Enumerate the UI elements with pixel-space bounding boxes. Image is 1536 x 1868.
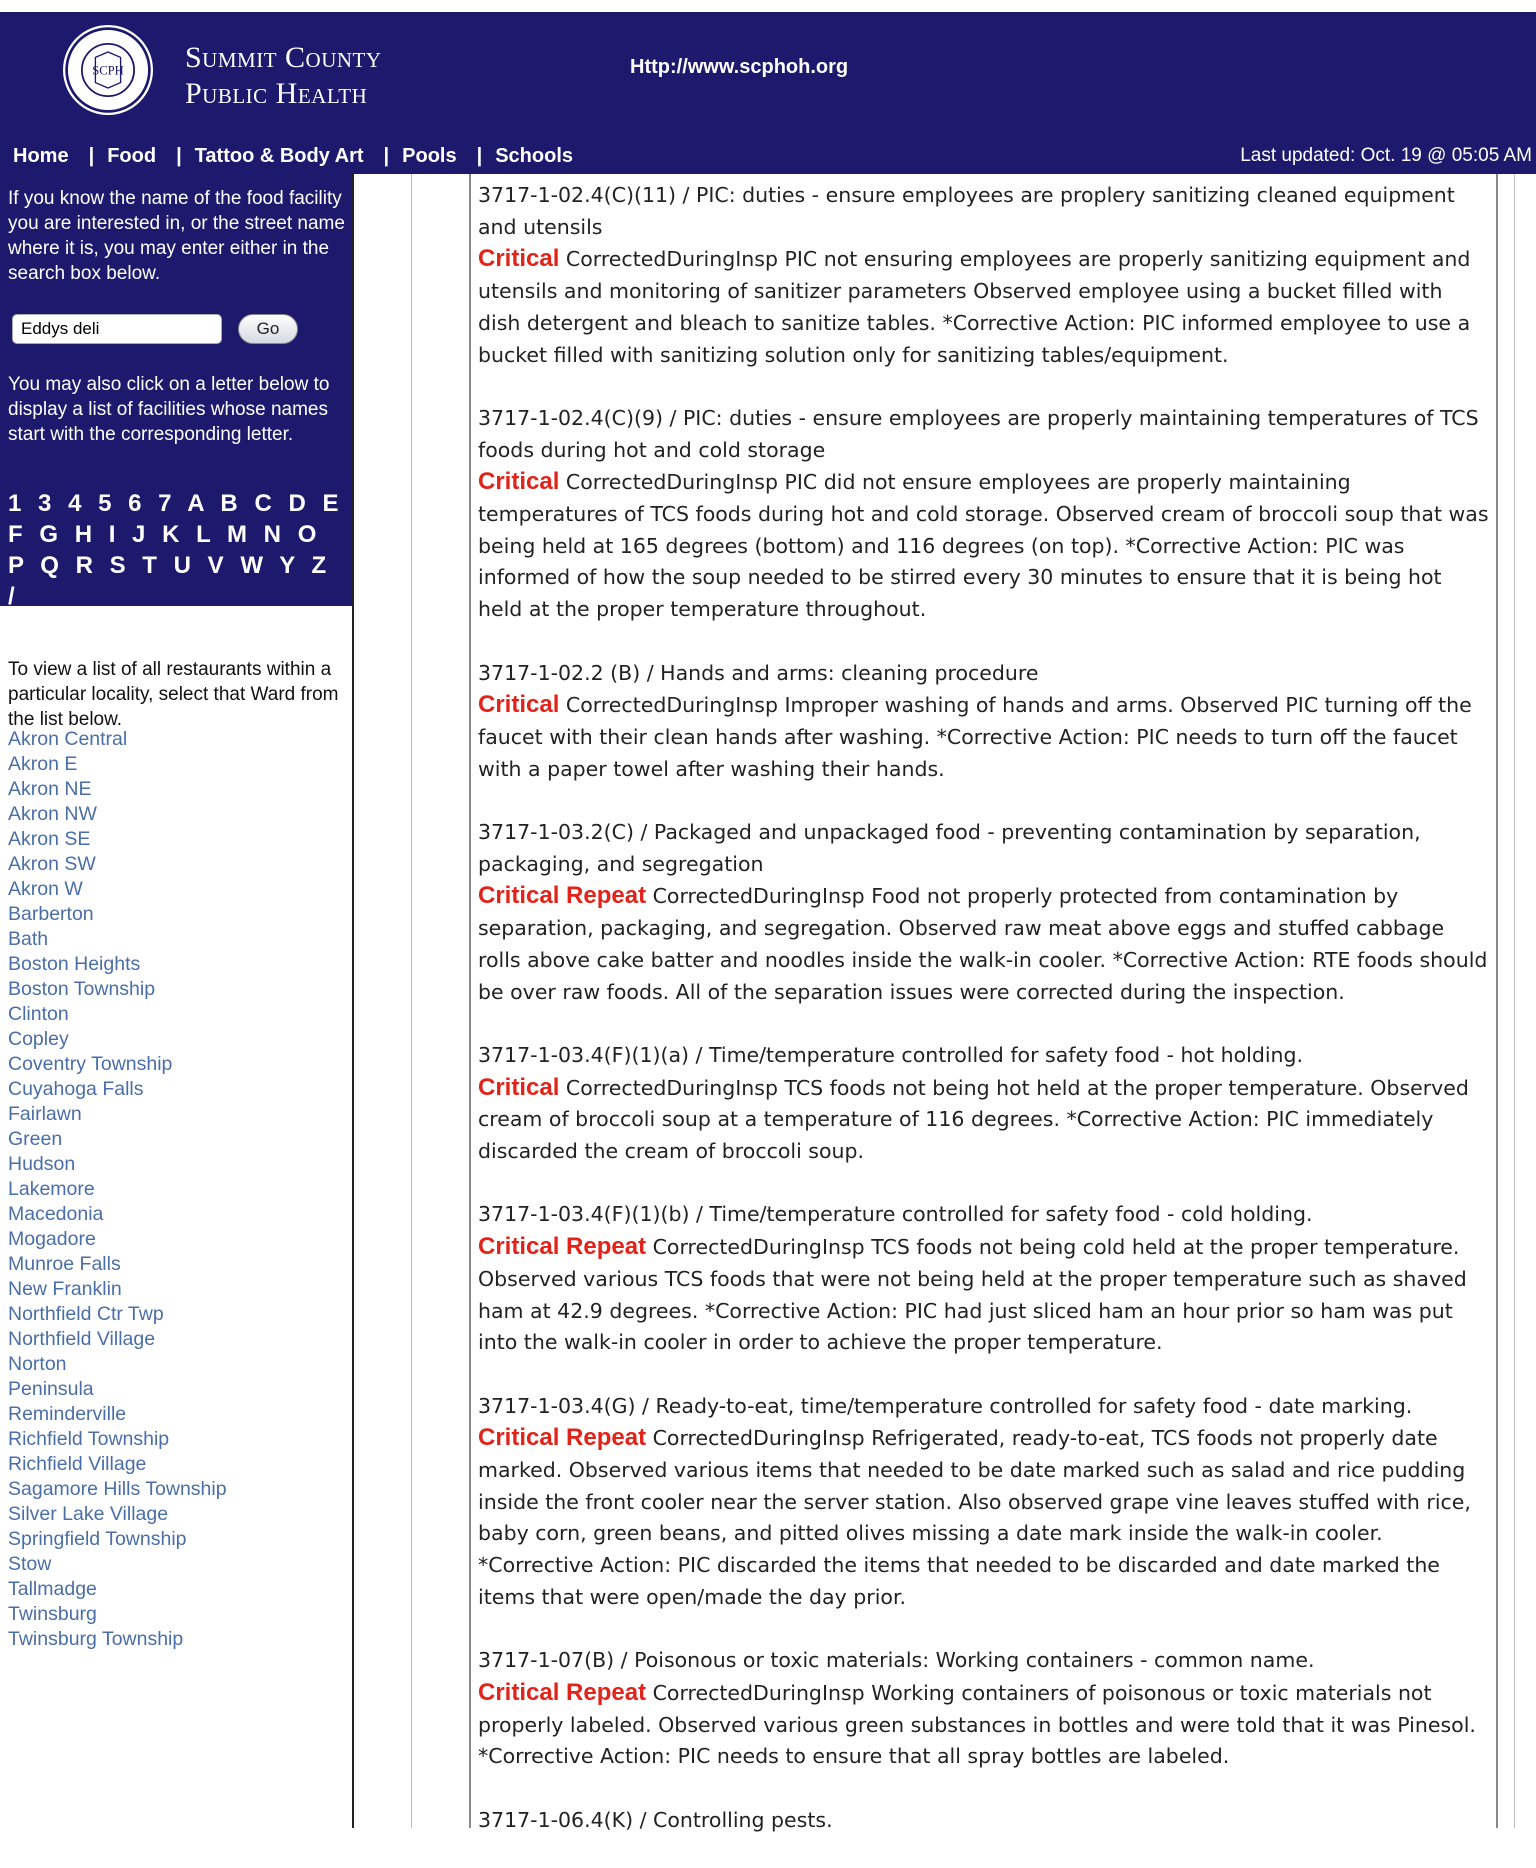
- violation-item: [478, 403, 1490, 626]
- ward-link[interactable]: Clinton: [8, 1003, 69, 1025]
- ward-link[interactable]: Macedonia: [8, 1203, 104, 1225]
- seal-icon: [63, 25, 153, 115]
- org-name-line2: Public Health: [185, 77, 368, 110]
- severity-badge: Critical: [478, 1073, 560, 1101]
- ward-link[interactable]: Northfield Ctr Twp: [8, 1303, 164, 1325]
- nav-home[interactable]: Home: [13, 144, 69, 167]
- violation-item: [478, 1805, 1490, 1837]
- letter-link[interactable]: 1: [8, 490, 27, 517]
- nav-tattoo-body-art[interactable]: Tattoo & Body Art: [194, 144, 364, 167]
- content-border-outer-right: [1514, 174, 1515, 1828]
- letter-link[interactable]: 5: [98, 490, 117, 517]
- ward-link[interactable]: Akron Central: [8, 728, 128, 750]
- letter-link[interactable]: 7: [158, 490, 177, 517]
- ward-link[interactable]: Stow: [8, 1553, 52, 1575]
- letter-link[interactable]: F: [8, 521, 28, 548]
- violation-code: 3717-1-07(B) / Poisonous or toxic materials: Working containers - common name.: [478, 1648, 1315, 1673]
- letter-link[interactable]: U: [173, 552, 196, 579]
- ward-link[interactable]: Boston Heights: [8, 953, 141, 975]
- violation-detail: [478, 466, 1490, 626]
- org-name-line1: Summit County: [185, 41, 382, 74]
- ward-link[interactable]: Tallmadge: [8, 1578, 97, 1600]
- letter-link[interactable]: K: [162, 521, 185, 548]
- letter-link[interactable]: I: [108, 521, 121, 548]
- search-intro: If you know the name of the food facility you are interested in, or the street name where it is, you may enter either in the search box below.: [8, 188, 345, 284]
- ward-link[interactable]: Northfield Village: [8, 1328, 156, 1350]
- severity-badge: Critical Repeat: [478, 1678, 647, 1706]
- nav-separator: |: [176, 144, 182, 167]
- violation-item: [478, 180, 1490, 371]
- last-updated: Last updated: Oct. 19 @ 05:05 AM: [1240, 145, 1532, 166]
- violation-text: CorrectedDuringInsp TCS foods not being cold held at the proper temperature. Observed various TCS foods that were not being held at the proper temperature such as shaved ham at 42.9 degrees. *Corrective Action: PIC had just sliced ham an hour prior so ham was put into the walk-in cooler in order to achieve the proper temperature.: [478, 1235, 1467, 1355]
- letter-link[interactable]: V: [207, 552, 229, 579]
- nav-separator: |: [476, 144, 483, 167]
- letter-link[interactable]: O: [297, 521, 322, 548]
- ward-link[interactable]: Twinsburg Township: [8, 1628, 184, 1650]
- top-strip: [0, 0, 1536, 12]
- ward-link[interactable]: Akron NW: [8, 803, 97, 825]
- ward-link[interactable]: Barberton: [8, 903, 94, 925]
- letter-intro: You may also click on a letter below to display a list of facilities whose names start with the corresponding letter.: [8, 374, 330, 445]
- ward-link[interactable]: Twinsburg: [8, 1603, 97, 1625]
- ward-intro: To view a list of all restaurants within a particular locality, select that Ward from the list below.: [8, 659, 339, 730]
- letter-link[interactable]: B: [220, 490, 243, 517]
- violation-item: [478, 658, 1490, 786]
- content-border-outer-left: [411, 174, 412, 1828]
- search-input[interactable]: [12, 314, 222, 344]
- violation-detail: [478, 243, 1490, 371]
- violation-item: [478, 1391, 1490, 1614]
- severity-badge: Critical: [478, 468, 560, 496]
- letter-link[interactable]: /: [8, 583, 20, 610]
- violation-code: 3717-1-06.4(K) / Controlling pests.: [478, 1807, 833, 1832]
- letter-link[interactable]: H: [74, 521, 98, 548]
- ward-link[interactable]: Silver Lake Village: [8, 1503, 169, 1525]
- letter-link[interactable]: Q: [40, 552, 64, 579]
- nav-pools[interactable]: Pools: [402, 144, 457, 167]
- violation-text: CorrectedDuringInsp Working containers of poisonous or toxic materials not properly labeled. Observed various green substances in bottles and were told that it was Pinesol. *Corrective Action: PIC needs to ensure that all spray bottles are labeled.: [478, 1680, 1476, 1769]
- violation-detail: [478, 1072, 1490, 1168]
- severity-badge: Critical Repeat: [478, 1233, 647, 1261]
- ward-link[interactable]: Akron NE: [8, 778, 92, 800]
- violation-detail: [478, 1422, 1490, 1613]
- site-url[interactable]: Http://www.scphoh.org: [630, 56, 849, 78]
- violation-code: 3717-1-02.4(C)(11) / PIC: duties - ensure employees are proplery sanitizing cleaned equipment and utensils: [478, 183, 1455, 239]
- org-name: [185, 40, 382, 112]
- ward-link[interactable]: Boston Township: [8, 978, 156, 1000]
- violation-code: 3717-1-03.4(F)(1)(a) / Time/temperature controlled for safety food - hot holding.: [478, 1042, 1304, 1067]
- ward-link[interactable]: Bath: [8, 928, 49, 950]
- violations-list: [478, 180, 1490, 1868]
- ward-link[interactable]: Cuyahoga Falls: [8, 1078, 144, 1100]
- severity-badge: Critical: [478, 691, 560, 719]
- nav-food[interactable]: Food: [107, 144, 157, 167]
- ward-link[interactable]: Copley: [8, 1028, 69, 1050]
- content-border-right: [1496, 174, 1498, 1828]
- nav-separator: |: [88, 144, 95, 167]
- ward-link[interactable]: Akron SW: [8, 853, 96, 875]
- violation-text: CorrectedDuringInsp PIC not ensuring employees are properly sanitizing equipment and utensils and monitoring of sanitizer parameters Observed employee using a bucket filled with dish detergent and bleach to sanitize tables. *Corrective Action: PIC informed employee to use a bucket filled with sanitizing solution only for sanitizing tables/equipment.: [478, 247, 1471, 367]
- letter-link[interactable]: L: [196, 521, 216, 548]
- letter-link[interactable]: G: [39, 521, 64, 548]
- ward-link[interactable]: Richfield Township: [8, 1428, 170, 1450]
- sidebar-divider: [352, 174, 354, 1828]
- violation-detail: [478, 689, 1490, 785]
- ward-link[interactable]: Reminderville: [8, 1403, 127, 1425]
- main-nav: [0, 138, 573, 174]
- violation-detail: [478, 1231, 1490, 1359]
- violation-code: 3717-1-02.4(C)(9) / PIC: duties - ensure employees are properly maintaining temperatures of TCS foods during hot and cold storage: [478, 405, 1479, 462]
- violation-item: [478, 1199, 1490, 1359]
- violation-item: [478, 817, 1490, 1008]
- scph-logo[interactable]: [60, 22, 156, 118]
- letter-link[interactable]: Y: [279, 552, 300, 579]
- violation-detail: [478, 1677, 1490, 1773]
- ward-list: [8, 727, 227, 1652]
- ward-link[interactable]: Norton: [8, 1353, 67, 1375]
- letter-link[interactable]: M: [227, 521, 252, 548]
- severity-badge: Critical Repeat: [478, 1424, 647, 1452]
- letter-link[interactable]: A: [187, 490, 209, 517]
- letter-link[interactable]: E: [322, 490, 344, 517]
- letter-link[interactable]: 3: [38, 490, 57, 517]
- violation-detail: [478, 880, 1490, 1008]
- letter-link[interactable]: P: [8, 552, 29, 579]
- site-header: [0, 12, 1536, 174]
- ward-link[interactable]: Hudson: [8, 1153, 76, 1175]
- ward-link[interactable]: Lakemore: [8, 1178, 95, 1200]
- ward-link[interactable]: Mogadore: [8, 1228, 96, 1250]
- violation-code: 3717-1-03.2(C) / Packaged and unpackaged food - preventing contamination by separation, packaging, and segregation: [478, 820, 1421, 876]
- letter-link[interactable]: 6: [128, 490, 147, 517]
- violation-code: 3717-1-02.2 (B) / Hands and arms: cleaning procedure: [478, 660, 1039, 685]
- violation-text: CorrectedDuringInsp Improper washing of hands and arms. Observed PIC turning off the faucet with their clean hands after washing. *Corrective Action: PIC needs to turn off the faucet with a paper towel after washing their hands.: [478, 693, 1472, 781]
- ward-link[interactable]: Richfield Village: [8, 1453, 147, 1475]
- violation-code: 3717-1-03.4(F)(1)(b) / Time/temperature controlled for safety food - cold holding.: [478, 1202, 1313, 1227]
- severity-badge: Critical Repeat: [478, 882, 647, 910]
- ward-link[interactable]: Munroe Falls: [8, 1253, 121, 1275]
- letter-link[interactable]: N: [263, 521, 287, 548]
- violation-text: CorrectedDuringInsp PIC did not ensure employees are properly maintaining temperatures of TCS foods during hot and cold storage. Observed cream of broccoli soup that was being held at 165 degrees (bottom) and 116 degrees (on top). *Corrective Action: PIC was informed of how the soup needed to be stirred every 30 minutes to ensure that it is being hot held at the proper temperature throughout.: [478, 470, 1489, 622]
- violation-text: CorrectedDuringInsp Food not properly protected from contamination by separation, packaging, and segregation. Observed raw meat above eggs and stuffed cabbage rolls above cake batter and noodles inside the walk-in cooler. *Corrective Action: RTE foods should be over raw foods. All of the separation issues were corrected during the inspection.: [478, 884, 1488, 1004]
- sidebar-search-panel: [0, 174, 352, 610]
- ward-link[interactable]: Springfield Township: [8, 1528, 187, 1550]
- content-border-left: [469, 174, 471, 1828]
- nav-separator: |: [383, 144, 390, 167]
- ward-link[interactable]: Peninsula: [8, 1378, 94, 1400]
- ward-link[interactable]: Akron W: [8, 878, 83, 900]
- letter-link[interactable]: D: [288, 490, 311, 517]
- violation-item: [478, 1645, 1490, 1773]
- violation-text: CorrectedDuringInsp TCS foods not being hot held at the proper temperature. Observed cream of broccoli soup at a temperature of 116 degrees. *Corrective Action: PIC immediately discarded the cream of broccoli soup.: [478, 1075, 1469, 1164]
- ward-link[interactable]: New Franklin: [8, 1278, 122, 1300]
- ward-link[interactable]: Coventry Township: [8, 1053, 173, 1075]
- letter-link[interactable]: 4: [68, 490, 87, 517]
- severity-badge: Critical: [478, 245, 560, 273]
- svg-text:SCPH: SCPH: [92, 63, 124, 78]
- ward-link[interactable]: Akron SE: [8, 828, 91, 850]
- ward-link[interactable]: Green: [8, 1128, 63, 1150]
- ward-link[interactable]: Akron E: [8, 753, 78, 775]
- go-button[interactable]: Go: [238, 314, 298, 344]
- letter-link[interactable]: J: [132, 521, 151, 548]
- letter-index: [8, 488, 348, 612]
- violation-text: CorrectedDuringInsp Refrigerated, ready-to-eat, TCS foods not properly date marked. Observed various items that needed to be date marked such as salad and rice pudding inside the front cooler near the server station. Also observed grape vine leaves stuffed with rice, baby corn, green beans, and pitted olives missing a date mark inside the walk-in cooler. *Corrective Action: PIC discarded the items that needed to be discarded and date marked the items that were open/made the day prior.: [478, 1426, 1471, 1609]
- violation-item: [478, 1040, 1490, 1168]
- letter-link[interactable]: S: [109, 552, 131, 579]
- letter-link[interactable]: C: [254, 490, 277, 517]
- ward-link[interactable]: Sagamore Hills Township: [8, 1478, 227, 1500]
- letter-link[interactable]: T: [142, 552, 162, 579]
- violation-code: 3717-1-03.4(G) / Ready-to-eat, time/temperature controlled for safety food - date marking.: [478, 1393, 1413, 1418]
- letter-link[interactable]: W: [240, 552, 268, 579]
- nav-schools[interactable]: Schools: [495, 144, 574, 167]
- ward-link[interactable]: Fairlawn: [8, 1103, 82, 1125]
- letter-link[interactable]: Z: [311, 552, 332, 579]
- letter-link[interactable]: R: [75, 552, 98, 579]
